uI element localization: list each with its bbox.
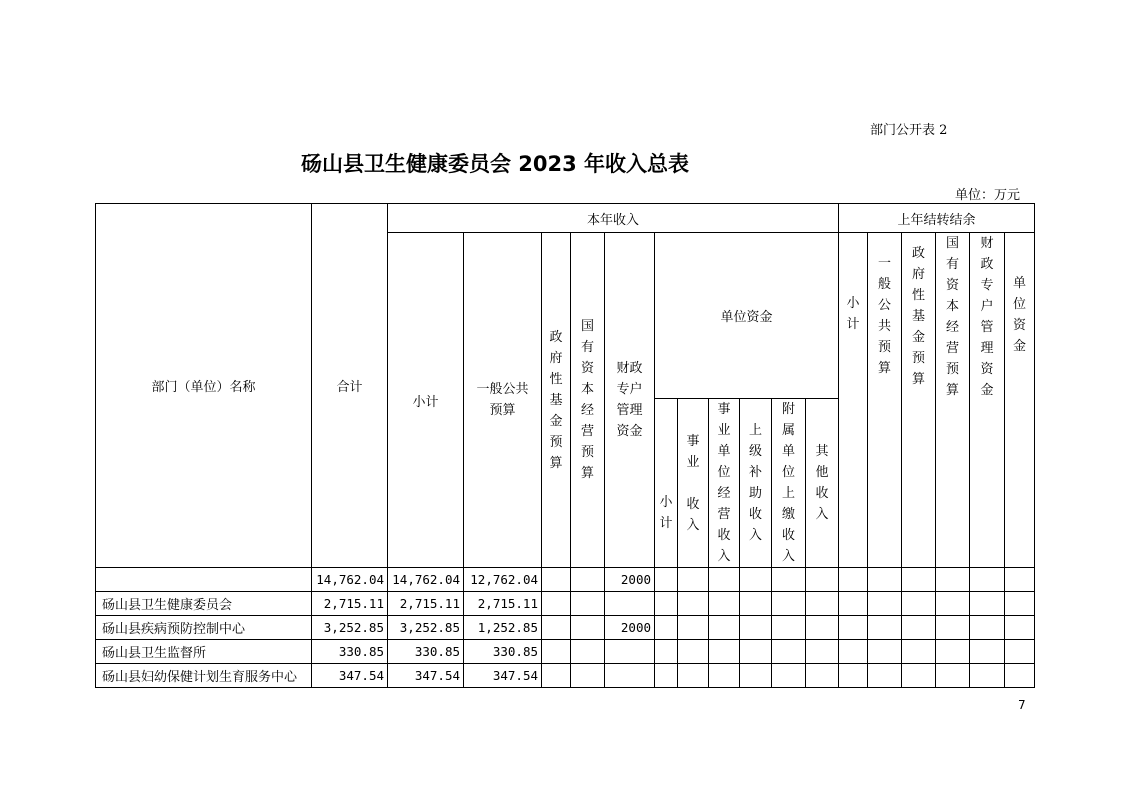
empty-cell <box>902 616 936 640</box>
row-general-budget: 347.54 <box>464 664 542 688</box>
row-general-budget: 330.85 <box>464 640 542 664</box>
empty-cell <box>839 568 868 592</box>
empty-cell <box>655 616 678 640</box>
row-subtotal: 14,762.04 <box>388 568 464 592</box>
empty-cell <box>868 616 902 640</box>
header-cy-subtotal: 小计 <box>388 233 464 568</box>
empty-cell <box>678 616 709 640</box>
empty-cell <box>936 640 970 664</box>
empty-cell <box>868 664 902 688</box>
empty-cell <box>970 592 1005 616</box>
row-total: 2,715.11 <box>312 592 388 616</box>
empty-cell <box>936 592 970 616</box>
row-general-budget: 2,715.11 <box>464 592 542 616</box>
empty-cell <box>1005 568 1035 592</box>
empty-cell <box>806 640 839 664</box>
empty-cell <box>970 616 1005 640</box>
row-total: 330.85 <box>312 640 388 664</box>
empty-cell <box>868 592 902 616</box>
empty-cell <box>806 568 839 592</box>
empty-cell <box>868 568 902 592</box>
header-py-subtotal: 小 计 <box>839 233 868 568</box>
header-dept-name: 部门（单位）名称 <box>96 204 312 568</box>
empty-cell <box>839 592 868 616</box>
header-uf-other: 其 他 收 入 <box>806 399 839 568</box>
table-row <box>96 568 1035 592</box>
table-header <box>96 204 1035 568</box>
row-gov-fund <box>542 592 571 616</box>
empty-cell <box>806 616 839 640</box>
empty-cell <box>772 592 806 616</box>
empty-cell <box>1005 592 1035 616</box>
empty-cell <box>970 664 1005 688</box>
empty-cell <box>678 592 709 616</box>
page-number: 7 <box>1018 698 1026 712</box>
empty-cell <box>740 640 772 664</box>
empty-cell <box>772 568 806 592</box>
header-uf-subsidy: 上 级 补 助 收 入 <box>740 399 772 568</box>
header-unit-funds: 单位资金 <box>655 233 839 399</box>
header-py-general: 一 般 公 共 预 算 <box>868 233 902 568</box>
row-gov-fund <box>542 664 571 688</box>
header-uf-subtotal: 小 计 <box>655 399 678 568</box>
empty-cell <box>772 616 806 640</box>
empty-cell <box>655 592 678 616</box>
empty-cell <box>655 568 678 592</box>
header-cy-general: 一般公共 预算 <box>464 233 542 568</box>
empty-cell <box>1005 616 1035 640</box>
row-name <box>96 568 312 592</box>
row-subtotal: 3,252.85 <box>388 616 464 640</box>
empty-cell <box>902 592 936 616</box>
row-fiscal-account <box>605 640 655 664</box>
row-name: 砀山县妇幼保健计划生育服务中心 <box>96 664 312 688</box>
empty-cell <box>709 616 740 640</box>
row-fiscal-account <box>605 592 655 616</box>
empty-cell <box>655 664 678 688</box>
page-title: 砀山县卫生健康委员会 2023 年收入总表 <box>300 152 690 176</box>
unit-label: 单位：万元 <box>955 188 1021 203</box>
row-gov-fund <box>542 616 571 640</box>
row-name: 砀山县卫生健康委员会 <box>96 592 312 616</box>
empty-cell <box>740 568 772 592</box>
row-fiscal-account: 2000 <box>605 616 655 640</box>
empty-cell <box>902 568 936 592</box>
empty-cell <box>678 568 709 592</box>
empty-cell <box>740 592 772 616</box>
empty-cell <box>902 664 936 688</box>
table-row <box>96 616 1035 640</box>
header-py-unit: 单 位 资 金 <box>1005 233 1035 568</box>
row-state-capital <box>571 568 605 592</box>
row-subtotal: 347.54 <box>388 664 464 688</box>
row-state-capital <box>571 664 605 688</box>
empty-cell <box>772 640 806 664</box>
empty-cell <box>772 664 806 688</box>
header-py-gov-fund: 政 府 性 基 金 预 算 <box>902 233 936 568</box>
empty-cell <box>806 664 839 688</box>
header-uf-affiliated: 附 属 单 位 上 缴 收 入 <box>772 399 806 568</box>
row-state-capital <box>571 616 605 640</box>
row-total: 347.54 <box>312 664 388 688</box>
empty-cell <box>936 664 970 688</box>
empty-cell <box>678 640 709 664</box>
empty-cell <box>936 616 970 640</box>
empty-cell <box>1005 664 1035 688</box>
empty-cell <box>678 664 709 688</box>
empty-cell <box>709 664 740 688</box>
row-fiscal-account: 2000 <box>605 568 655 592</box>
empty-cell <box>868 640 902 664</box>
row-state-capital <box>571 640 605 664</box>
empty-cell <box>839 664 868 688</box>
empty-cell <box>839 640 868 664</box>
empty-cell <box>970 640 1005 664</box>
header-py-fiscal: 财 政 专 户 管 理 资 金 <box>970 233 1005 568</box>
table-row <box>96 640 1035 664</box>
table-body <box>96 568 1035 688</box>
empty-cell <box>970 568 1005 592</box>
row-gov-fund <box>542 640 571 664</box>
table-number-label: 部门公开表 2 <box>870 123 948 138</box>
header-cy-gov-fund: 政 府 性 基 金 预 算 <box>542 233 571 568</box>
table-row <box>96 592 1035 616</box>
empty-cell <box>936 568 970 592</box>
header-py-state-capital: 国 有 资 本 经 营 预 算 <box>936 233 970 568</box>
row-general-budget: 1,252.85 <box>464 616 542 640</box>
row-general-budget: 12,762.04 <box>464 568 542 592</box>
empty-cell <box>1005 640 1035 664</box>
row-subtotal: 330.85 <box>388 640 464 664</box>
empty-cell <box>839 616 868 640</box>
row-total: 3,252.85 <box>312 616 388 640</box>
row-name: 砀山县卫生监督所 <box>96 640 312 664</box>
header-cy-fiscal: 财政 专户 管理 资金 <box>605 233 655 568</box>
empty-cell <box>655 640 678 664</box>
row-subtotal: 2,715.11 <box>388 592 464 616</box>
header-total: 合计 <box>312 204 388 568</box>
empty-cell <box>740 664 772 688</box>
header-uf-operating: 事 业 单 位 经 营 收 入 <box>709 399 740 568</box>
header-cy-state-capital: 国 有 资 本 经 营 预 算 <box>571 233 605 568</box>
row-name: 砀山县疾病预防控制中心 <box>96 616 312 640</box>
row-gov-fund <box>542 568 571 592</box>
empty-cell <box>740 616 772 640</box>
row-state-capital <box>571 592 605 616</box>
header-uf-business: 事 业 收 入 <box>678 399 709 568</box>
row-total: 14,762.04 <box>312 568 388 592</box>
row-fiscal-account <box>605 664 655 688</box>
income-summary-table <box>95 203 1035 688</box>
empty-cell <box>902 640 936 664</box>
table-row <box>96 664 1035 688</box>
header-prev-year: 上年结转结余 <box>839 204 1035 233</box>
empty-cell <box>709 568 740 592</box>
empty-cell <box>709 640 740 664</box>
empty-cell <box>806 592 839 616</box>
empty-cell <box>709 592 740 616</box>
header-current-year: 本年收入 <box>388 204 839 233</box>
